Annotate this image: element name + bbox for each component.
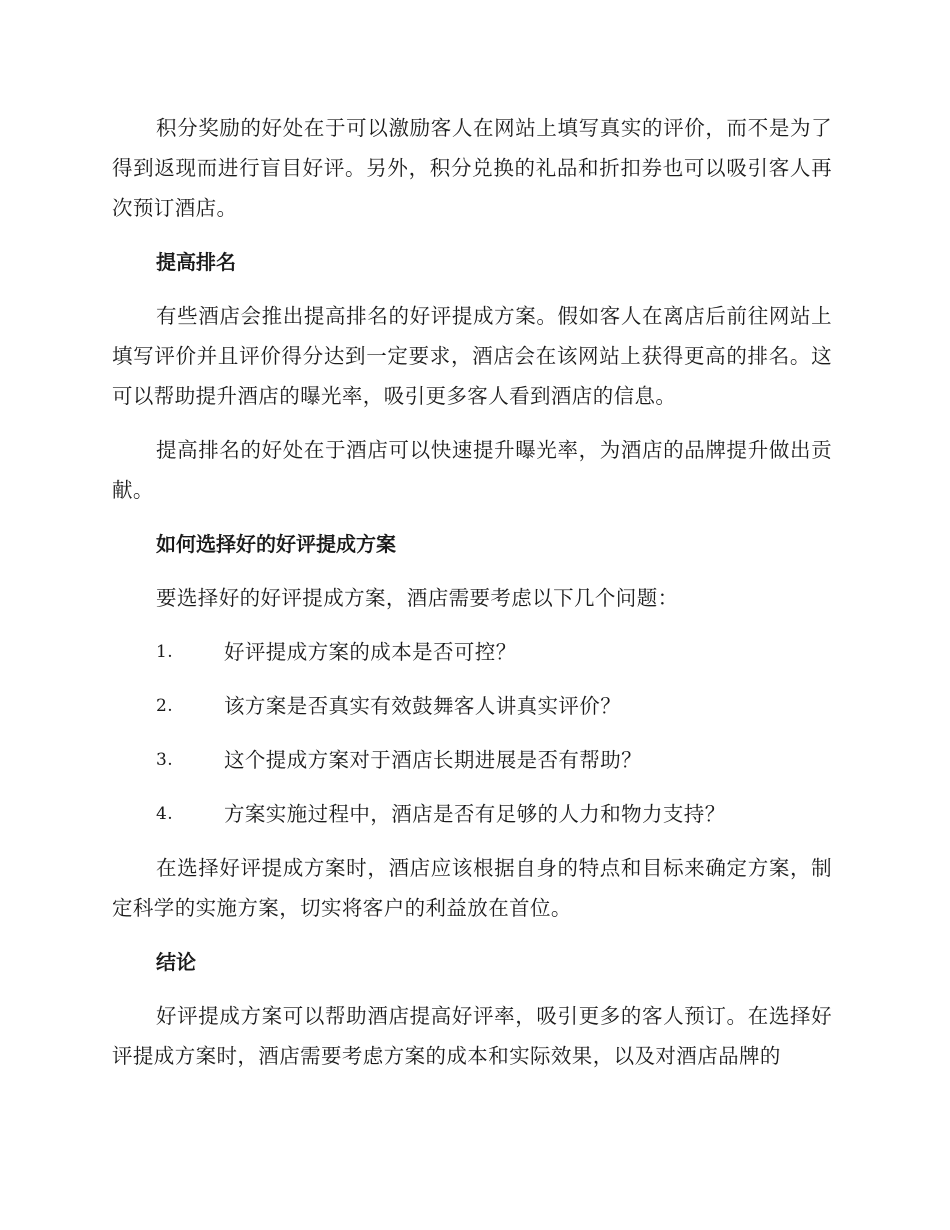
list-item bbox=[112, 686, 832, 726]
paragraph-conclusion: 好评提成方案可以帮助酒店提高好评率，吸引更多的客人预订。在选择好评提成方案时，酒店需要考虑方案的成本和实际效果，以及对酒店品牌的 bbox=[112, 1004, 832, 1068]
paragraph-choose-intro: 要选择好的好评提成方案，酒店需要考虑以下几个问题： bbox=[156, 586, 679, 610]
paragraph-points-benefit: 积分奖励的好处在于可以激励客人在网站上填写真实的评价，而不是为了得到返现而进行盲目好评。另外，积分兑换的礼品和折扣券也可以吸引客人再次预订酒店。 bbox=[112, 116, 832, 220]
paragraph-ranking-benefit: 提高排名的好处在于酒店可以快速提升曝光率，为酒店的品牌提升做出贡献。 bbox=[112, 438, 832, 502]
list-item-number: 1. bbox=[156, 642, 174, 662]
list-item-text: 该方案是否真实有效鼓舞客人讲真实评价？ bbox=[224, 694, 622, 718]
list-item bbox=[112, 794, 832, 834]
list-item-number: 3. bbox=[156, 750, 174, 770]
section-heading-ranking: 提高排名 bbox=[156, 250, 236, 274]
paragraph-ranking-scheme: 有些酒店会推出提高排名的好评提成方案。假如客人在离店后前往网站上填写评价并且评价得分达到一定要求，酒店会在该网站上获得更高的排名。这可以帮助提升酒店的曝光率，吸引更多客人看到酒店的信息。 bbox=[112, 304, 832, 408]
document-body bbox=[112, 108, 832, 1090]
list-item-text: 这个提成方案对于酒店长期进展是否有帮助？ bbox=[224, 748, 642, 772]
section-heading-conclusion: 结论 bbox=[156, 950, 196, 974]
list-item-number: 2. bbox=[156, 696, 174, 716]
section-heading-how-to-choose: 如何选择好的好评提成方案 bbox=[156, 532, 396, 556]
list-item-text: 好评提成方案的成本是否可控？ bbox=[224, 640, 517, 664]
list-item bbox=[112, 632, 832, 672]
list-item bbox=[112, 740, 832, 780]
list-item-text: 方案实施过程中，酒店是否有足够的人力和物力支持？ bbox=[224, 802, 726, 826]
paragraph-choose-summary: 在选择好评提成方案时，酒店应该根据自身的特点和目标来确定方案，制定科学的实施方案，切实将客户的利益放在首位。 bbox=[112, 856, 832, 920]
list-item-number: 4. bbox=[156, 804, 174, 824]
question-list bbox=[112, 632, 832, 834]
